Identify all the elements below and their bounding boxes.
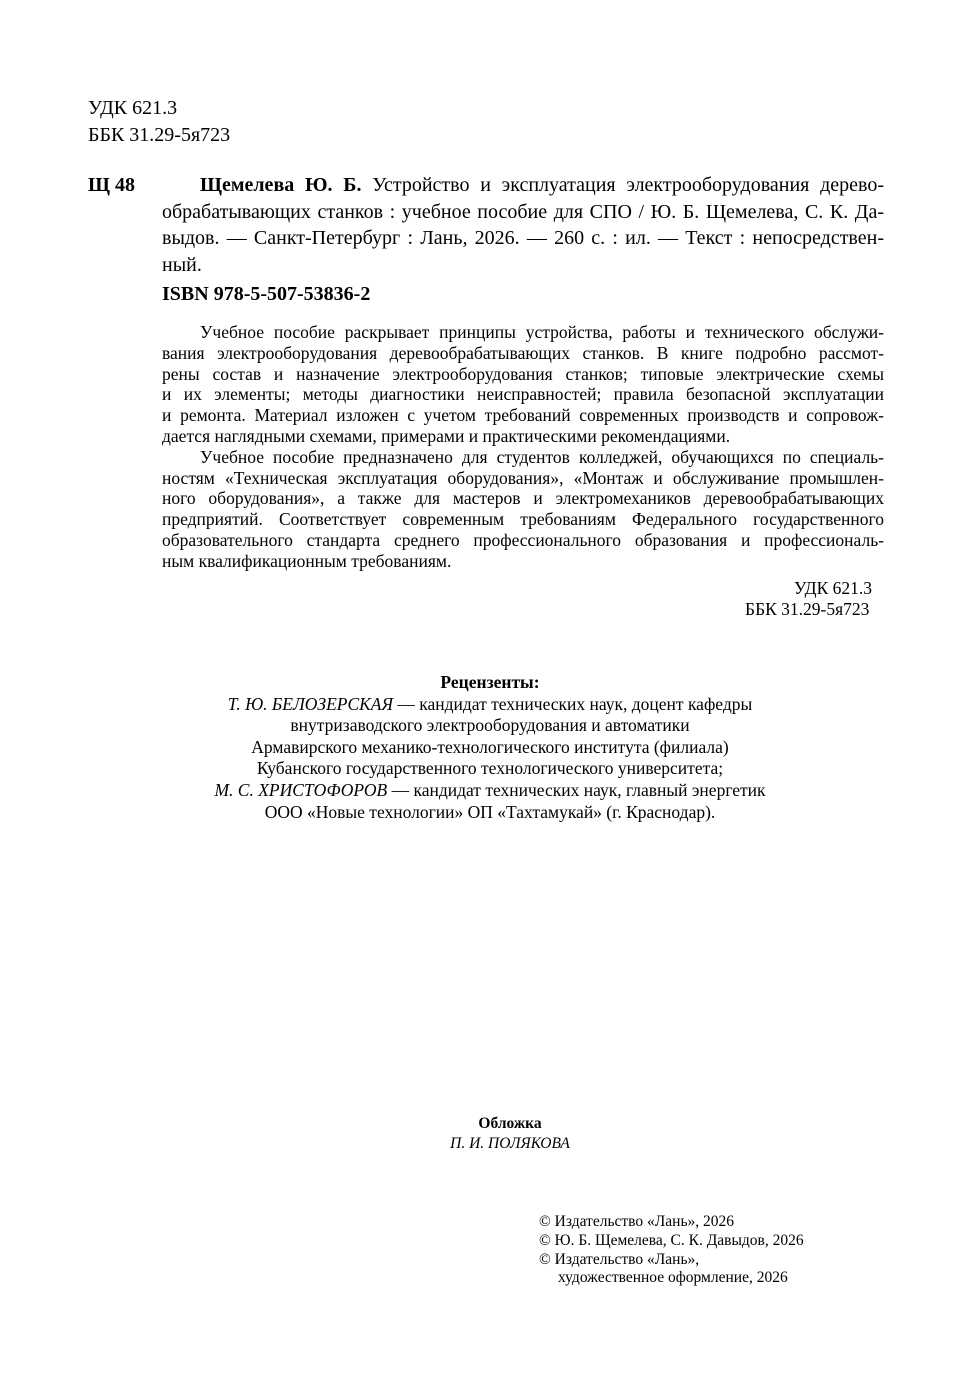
author-mark: Щ 48 <box>88 174 135 196</box>
reviewer-line: Т. Ю. БЕЛОЗЕРСКАЯ — кандидат технических наук, доцент кафедры <box>227 693 753 714</box>
cover-designer: П. И. ПОЛЯКОВА <box>450 1134 570 1152</box>
reviewer-line: внутризаводского электрооборудования и автоматики <box>290 715 690 736</box>
annotation-line: предприятий. Соответствует современным требованиям Федерального государственного <box>162 509 884 530</box>
reviewer-name: Т. Ю. БЕЛОЗЕРСКАЯ <box>227 693 393 714</box>
copyright-line: художественное оформление, 2026 <box>558 1269 788 1287</box>
reviewers-title: Рецензенты: <box>440 672 540 692</box>
biblio-line <box>162 172 884 199</box>
annotation-line: Учебное пособие предназначено для студентов колледжей, обучающихся по специаль- <box>200 446 884 467</box>
cover-credit <box>360 1114 660 1153</box>
biblio-line: выдов. — Санкт-Петербург : Лань, 2026. — 260 с. : ил. — Текст : непосредствен- <box>162 227 884 249</box>
reviewers-block <box>160 672 820 823</box>
biblio-line: обрабатывающих станков : учебное пособие для СПО / Ю. Б. Щемелева, С. К. Да- <box>162 200 884 223</box>
annotation-line: и их элементы; методы диагностики неисправностей; правила безопасной эксплуатации <box>162 384 884 405</box>
annotation-line: ным квалификационным требованиям. <box>162 550 452 571</box>
annotation-line: рены состав и назначение электрооборудования станков; типовые электрические схемы <box>162 363 884 384</box>
reviewer-line: Кубанского государственного технологического университета; <box>256 758 724 779</box>
annotation-line: и ремонта. Материал изложен с учетом требований современных производств и сопровож- <box>162 405 884 426</box>
udk-code: УДК 621.3 <box>88 97 178 119</box>
author-name: Щемелева Ю. Б. <box>200 174 362 196</box>
annotation-line: образовательного стандарта среднего профессионального образования и профессиональ- <box>162 529 884 550</box>
copyright-line: © Издательство «Лань», 2026 <box>539 1213 735 1230</box>
copyright-block <box>539 1213 804 1288</box>
reviewer-line: Армавирского механико-технологического института (филиала) <box>251 736 729 757</box>
cover-label: Обложка <box>478 1115 542 1132</box>
annotation-line: ного оборудования», а также для мастеров и электромехаников деревообрабатывающих <box>162 488 884 509</box>
classification-codes-top <box>88 95 230 149</box>
annotation <box>162 322 884 572</box>
isbn: ISBN 978-5-507-53836-2 <box>162 283 371 305</box>
biblio-line: ный. <box>162 253 202 276</box>
copyright-line: © Издательство «Лань», <box>539 1250 700 1268</box>
classification-codes-bottom <box>745 578 872 620</box>
annotation-line: Учебное пособие раскрывает принципы устройства, работы и технического обслужи- <box>200 322 884 342</box>
annotation-line: вания электрооборудования деревообрабатывающих станков. В книге подробно рассмот- <box>162 342 884 363</box>
annotation-line: дается наглядными схемами, примерами и практическими рекомендациями. <box>162 425 731 446</box>
bbk-code: ББК 31.29-5я723 <box>745 599 870 619</box>
udk-code: УДК 621.3 <box>794 578 872 598</box>
reviewer-line: М. С. ХРИСТОФОРОВ — кандидат технических наук, главный энергетик <box>214 779 766 800</box>
copyright-line: © Ю. Б. Щемелева, С. К. Давыдов, 2026 <box>539 1231 804 1249</box>
annotation-line: ностям «Техническая эксплуатация оборудования», «Монтаж и обслуживание промышлен- <box>162 467 884 488</box>
biblio-title: Устройство и эксплуатация электрооборудования дерево- <box>372 174 885 196</box>
bibliographic-record <box>162 172 884 278</box>
reviewer-name: М. С. ХРИСТОФОРОВ <box>214 779 388 800</box>
reviewer-line: ООО «Новые технологии» ОП «Тахтамукай» (г. Краснодар). <box>264 801 716 822</box>
bbk-code: ББК 31.29-5я723 <box>88 124 231 146</box>
